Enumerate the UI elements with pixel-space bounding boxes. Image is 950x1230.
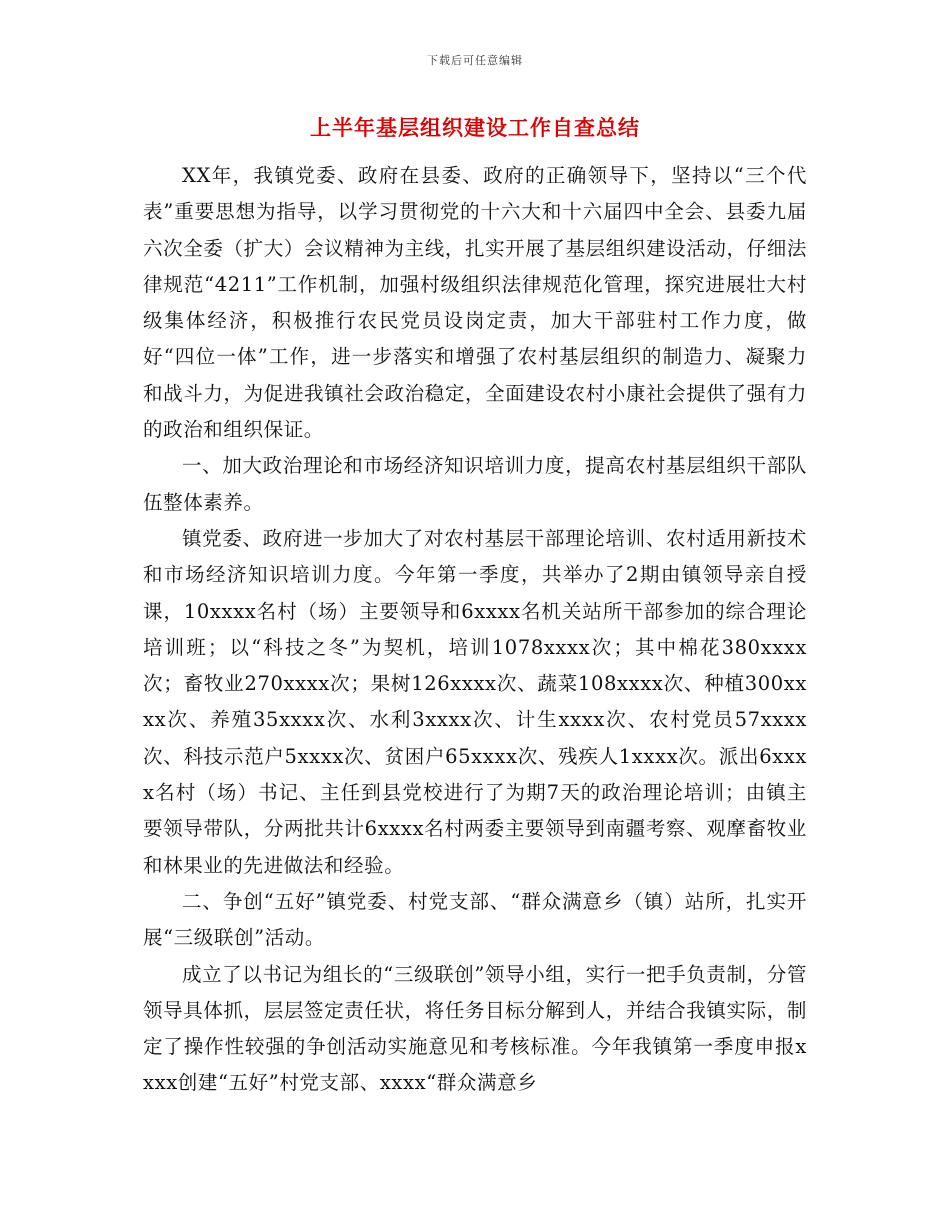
paragraph-three-level: 成立了以书记为组长的“三级联创”领导小组，实行一把手负责制，分管领导具体抓，层层签定责任状，将任务目标分解到人，并结合我镇实际，制定了操作性较强的争创活动实施意见和考核标准。今年我镇第一季度申报xxxx创建“五好”村党支部、xxxx“群众满意乡 (143, 962, 807, 1095)
header-note: 下载后可任意编辑 (427, 54, 523, 67)
paragraph-training: 镇党委、政府进一步加大了对农村基层干部理论培训、农村适用新技术和市场经济知识培训力度。今年第一季度，共举办了2期由镇领导亲自授课，10xxxx名村（场）主要领导和6xxxx名机关站所干部参加的综合理论培训班；以“科技之冬”为契机，培训1078xxxx次；其中棉花380xxxx次；畜牧业270xxxx次；果树126xxxx次、蔬菜108xxxx次、种植300xxxx次、养殖35xxxx次、水利3xxxx次、计生xxxx次、农村党员57xxxx次、科技示范户5xxxx次、贫困户65xxxx次、残疾人1xxxx次。派出6xxxx名村（场）书记、主任到县党校进行了为期7天的政治理论培训；由镇主要领导带队，分两批共计6xxxx名村两委主要领导到南疆考察、观摩畜牧业和林果业的先进做法和经验。 (143, 526, 807, 877)
section-heading-1: 一、加大政治理论和市场经济知识培训力度，提高农村基层组织干部队伍整体素养。 (143, 454, 807, 514)
document-body (143, 158, 807, 1102)
section-heading-2: 二、争创“五好”镇党委、村党支部、“群众满意乡（镇）站所，扎实开展“三级联创”活动。 (143, 889, 807, 950)
document-title: 上半年基层组织建设工作自查总结 (310, 115, 640, 140)
paragraph-intro: XX年，我镇党委、政府在县委、政府的正确领导下，坚持以“三个代表”重要思想为指导，以学习贯彻党的十六大和十六届四中全会、县委九届六次全委（扩大）会议精神为主线，扎实开展了基层组织建设活动，仔细法律规范“4211”工作机制，加强村级组织法律规范化管理，探究进展壮大村级集体经济，积极推行农民党员设岗定责，加大干部驻村工作力度，做好“四位一体”工作，进一步落实和增强了农村基层组织的制造力、凝聚力和战斗力，为促进我镇社会政治稳定，全面建设农村小康社会提供了强有力的政治和组织保证。 (143, 164, 807, 442)
